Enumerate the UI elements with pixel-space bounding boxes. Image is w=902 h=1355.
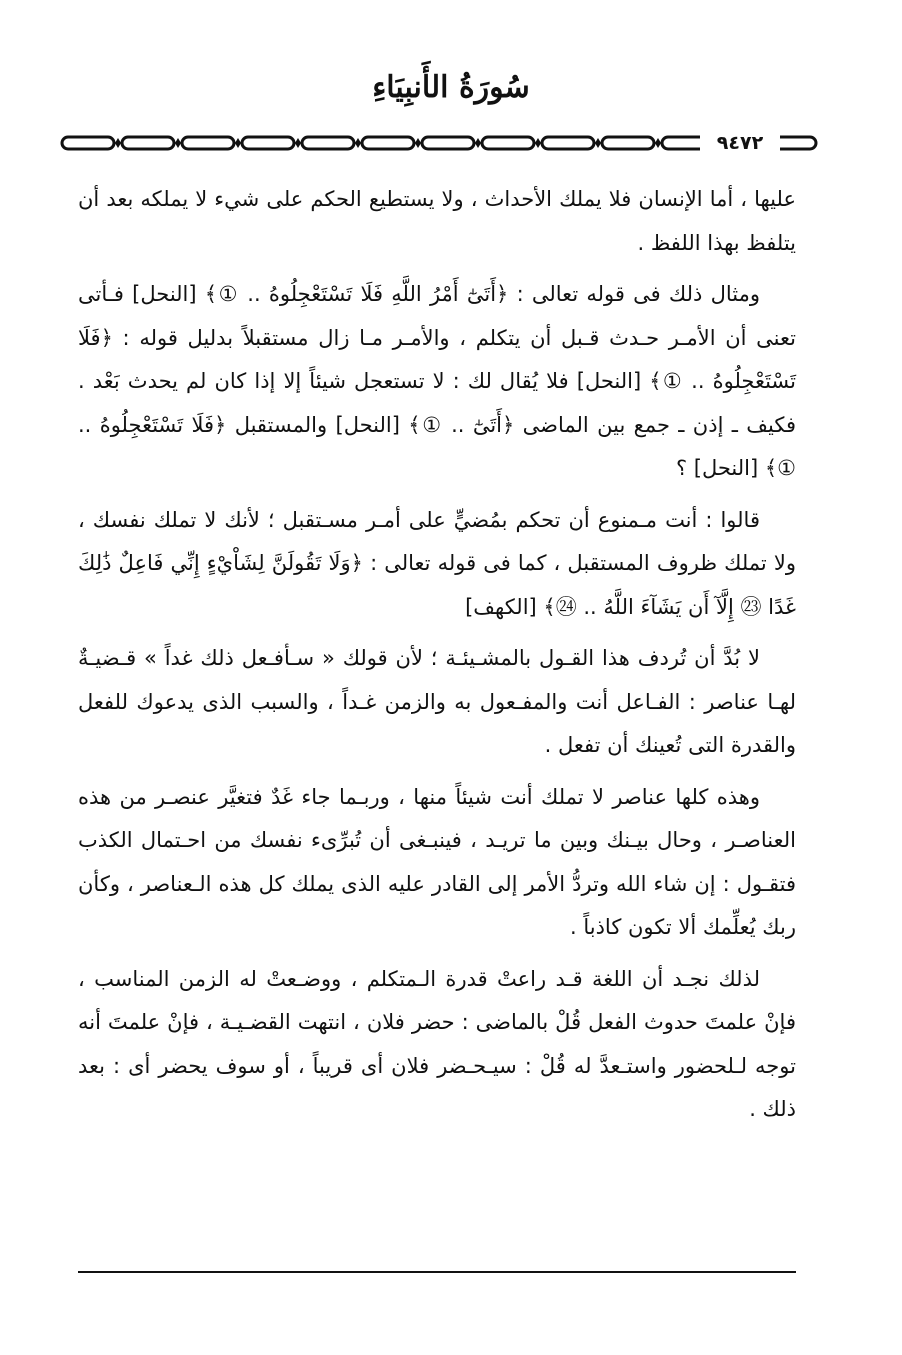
paragraph-1: عليها ، أما الإنسان فلا يملك الأحداث ، ولا يستطيع الحكم على شيء لا يملكه بعد أن يتلفظ بهذا اللفظ . (78, 187, 796, 255)
body-text (78, 178, 796, 1140)
page-number: ٩٤٧٢ (700, 128, 780, 158)
paragraph-4: لا بُدَّ أن تُردف هذا القـول بالمشـيئـة ؛ لأن قولك « سـأفـعل ذلك غداً » قـضيـةٌ لهـا عناصر : الفـاعل أنت والمفـعول به والزمن غـداً ، والسبب الذى يدعوك للفعل والقدرة التى تُعينك أن تفعل . (78, 646, 796, 757)
paragraph-6: لذلك نجـد أن اللغة قـد راعتْ قدرة الـمتكلم ، ووضـعتْ له الزمن المناسب ، فإنْ علمتَ حدوث الفعل قُلْ بالماضى : حضر فلان ، انتهت القضـيـة ، فإنْ علمتَ أنه توجه لـلحضور واستـعدَّ له قُلْ : سيـحـضر فلان أى قريباً ، أو سوف يحضر أى : بعد ذلك . (78, 966, 796, 1121)
paragraph-3: قالوا : أنت مـمنوع أن تحكم بمُضيٍّ على أمـر مسـتقبل ؛ لأنك لا تملك نفسك ، ولا تملك ظروف المستقبل ، كما فى قوله تعالى : ﴿وَلَا تَقُولَنَّ لِشَاْيْءٍ إِنِّي فَاعِلٌ ذَٰلِكَ غَدًا ㉓ إِلَّآ أَن يَشَآءَ اللَّهُ .. ㉔﴾ [الكهف] (78, 507, 796, 619)
footer-rule (78, 1271, 796, 1273)
surah-title: سُورَةُ الأَنبِيَاءِ (372, 70, 530, 105)
paragraph-5: وهذه كلها عناصر لا تملك أنت شيئاً منها ، وربـما جاء غَدٌ فتغيَّر عنصـر من هذه العناصـر ، وحال بيـنك وبين ما تريـد ، فينبـغى أن تُبرِّىء نفسك من احـتمال الكذب فتقـول : إن شاء الله وتردُّ الأمر إلى القادر عليه الذى يملك كل هذه الـعناصر ، وكأن ربك يُعلِّمك ألا تكون كاذباً . (78, 784, 796, 939)
paragraph-2: ومثال ذلك فى قوله تعالى : ﴿أَتَىٰٓ أَمْرُ اللَّهِ فَلَا تَسْتَعْجِلُوهُ .. ①﴾ [النحل] فـأتى تعنى أن الأمـر حـدث قـبل أن يتكلم ، والأمـر مـا زال مستقبلاً بدليل قوله : ﴿فَلَا تَسْتَعْجِلُوهُ .. ①﴾ [النحل] فلا يُقال لك : لا تستعجل شيئاً إلا إذا كان لم يحدث بَعْد . فكيف ـ إذن ـ جمع بين الماضى ﴿أَتَىٰٓ .. ①﴾ [النحل] والمستقبل ﴿فَلَا تَسْتَعْجِلُوهُ .. ①﴾ [النحل] ؟ (78, 282, 796, 480)
